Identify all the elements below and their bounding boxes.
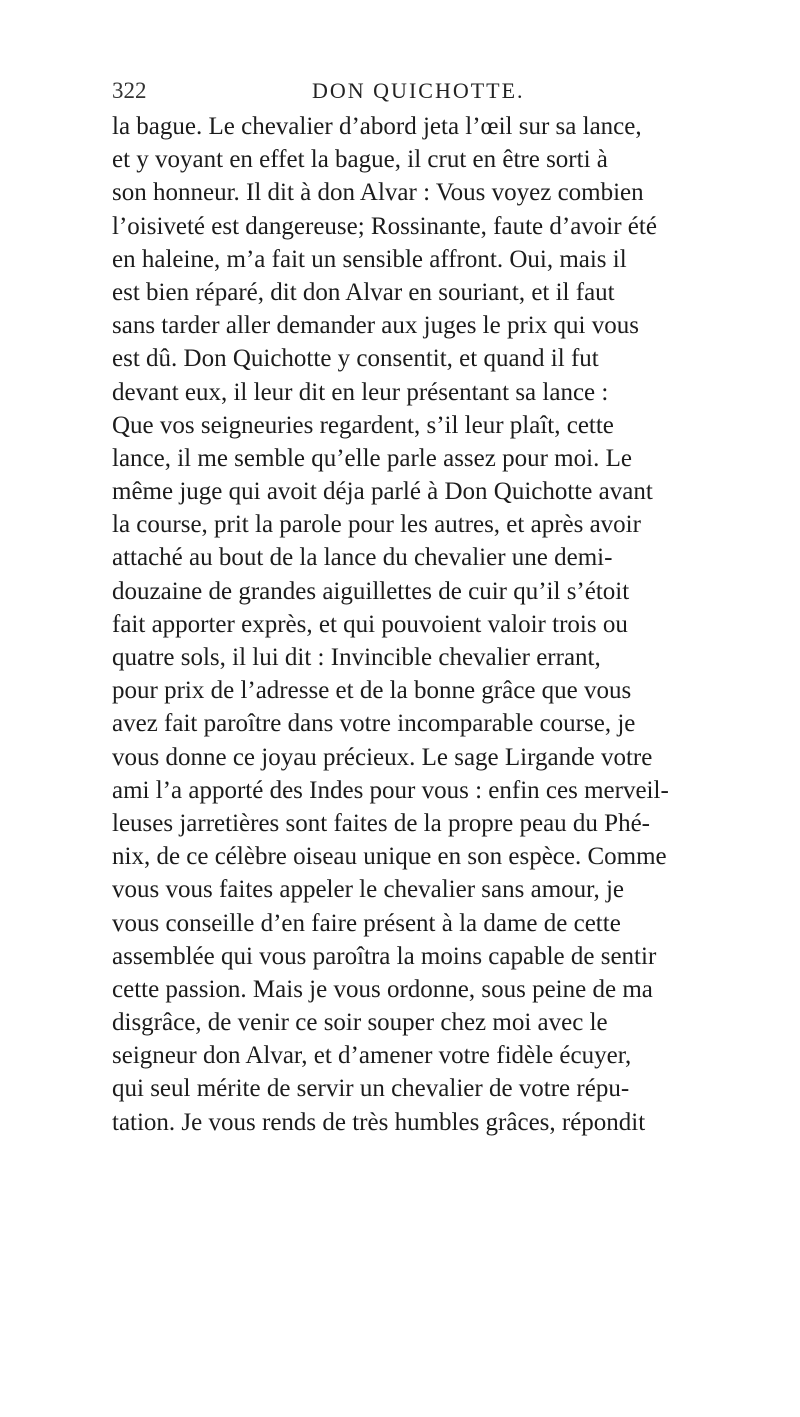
text-line: seigneur don Alvar, et d’amener votre fidèle écuyer, xyxy=(112,1042,632,1070)
text-line: en haleine, m’a fait un sensible affront. Oui, mais il xyxy=(112,245,627,273)
running-title: DON QUICHOTTE. xyxy=(312,78,525,103)
text-line: Que vos seigneuries regardent, s’il leur plaît, cette xyxy=(112,411,614,439)
text-line: quatre sols, il lui dit : Invincible chevalier errant, xyxy=(112,644,601,671)
text-line: attaché au bout de la lance du chevalier une demi- xyxy=(112,544,613,572)
text-line: vous donne ce joyau précieux. Le sage Lirgande votre xyxy=(112,743,653,771)
text-line: cette passion. Mais je vous ordonne, sous peine de ma xyxy=(112,975,653,1003)
text-line: vous conseille d’en faire présent à la dame de cette xyxy=(112,909,621,937)
text-line: la bague. Le chevalier d’abord jeta l’œil sur sa lance, xyxy=(112,113,642,140)
text-line: sans tarder aller demander aux juges le prix qui vous xyxy=(112,312,639,340)
page-number: 322 xyxy=(112,78,147,103)
text-line: assemblée qui vous paroîtra la moins capable de sentir xyxy=(112,942,657,970)
text-line: vous vous faites appeler le chevalier sans amour, je xyxy=(112,876,625,904)
text-line: est bien réparé, dit don Alvar en souriant, et il faut xyxy=(112,278,615,306)
text-line: l’oisiveté est dangereuse; Rossinante, faute d’avoir été xyxy=(112,212,657,240)
text-line: son honneur. Il dit à don Alvar : Vous voyez combien xyxy=(112,179,644,207)
text-line: nix, de ce célèbre oiseau unique en son espèce. Comme xyxy=(112,843,667,871)
text-line: pour prix de l’adresse et de la bonne grâce que vous xyxy=(112,677,632,705)
text-line: avez fait paroître dans votre incomparable course, je xyxy=(112,710,636,738)
text-line: qui seul mérite de servir un chevalier de votre répu- xyxy=(112,1075,630,1103)
text-line: ami l’a apporté des Indes pour vous : enfin ces merveil- xyxy=(112,776,669,804)
text-line: est dû. Don Quichotte y consentit, et quand il fut xyxy=(112,345,599,373)
text-line: lance, il me semble qu’elle parle assez pour moi. Le xyxy=(112,444,632,472)
text-line: douzaine de grandes aiguillettes de cuir qu’il s’étoit xyxy=(112,577,630,605)
text-line: la course, prit la parole pour les autres, et après avoir xyxy=(112,511,641,539)
page-header xyxy=(112,78,582,112)
text-line: disgrâce, de venir ce soir souper chez moi avec le xyxy=(112,1009,608,1037)
text-line: leuses jarretières sont faites de la propre peau du Phé- xyxy=(112,809,650,837)
text-line: et y voyant en effet la bague, il crut en être sorti à xyxy=(112,146,608,174)
text-line: devant eux, il leur dit en leur présentant sa lance : xyxy=(112,378,609,406)
body-text xyxy=(112,110,800,1139)
text-line: même juge qui avoit déja parlé à Don Quichotte avant xyxy=(112,478,653,506)
text-line: fait apporter exprès, et qui pouvoient valoir trois ou xyxy=(112,610,628,638)
text-line: tation. Je vous rends de très humbles grâces, répondit xyxy=(112,1108,646,1136)
